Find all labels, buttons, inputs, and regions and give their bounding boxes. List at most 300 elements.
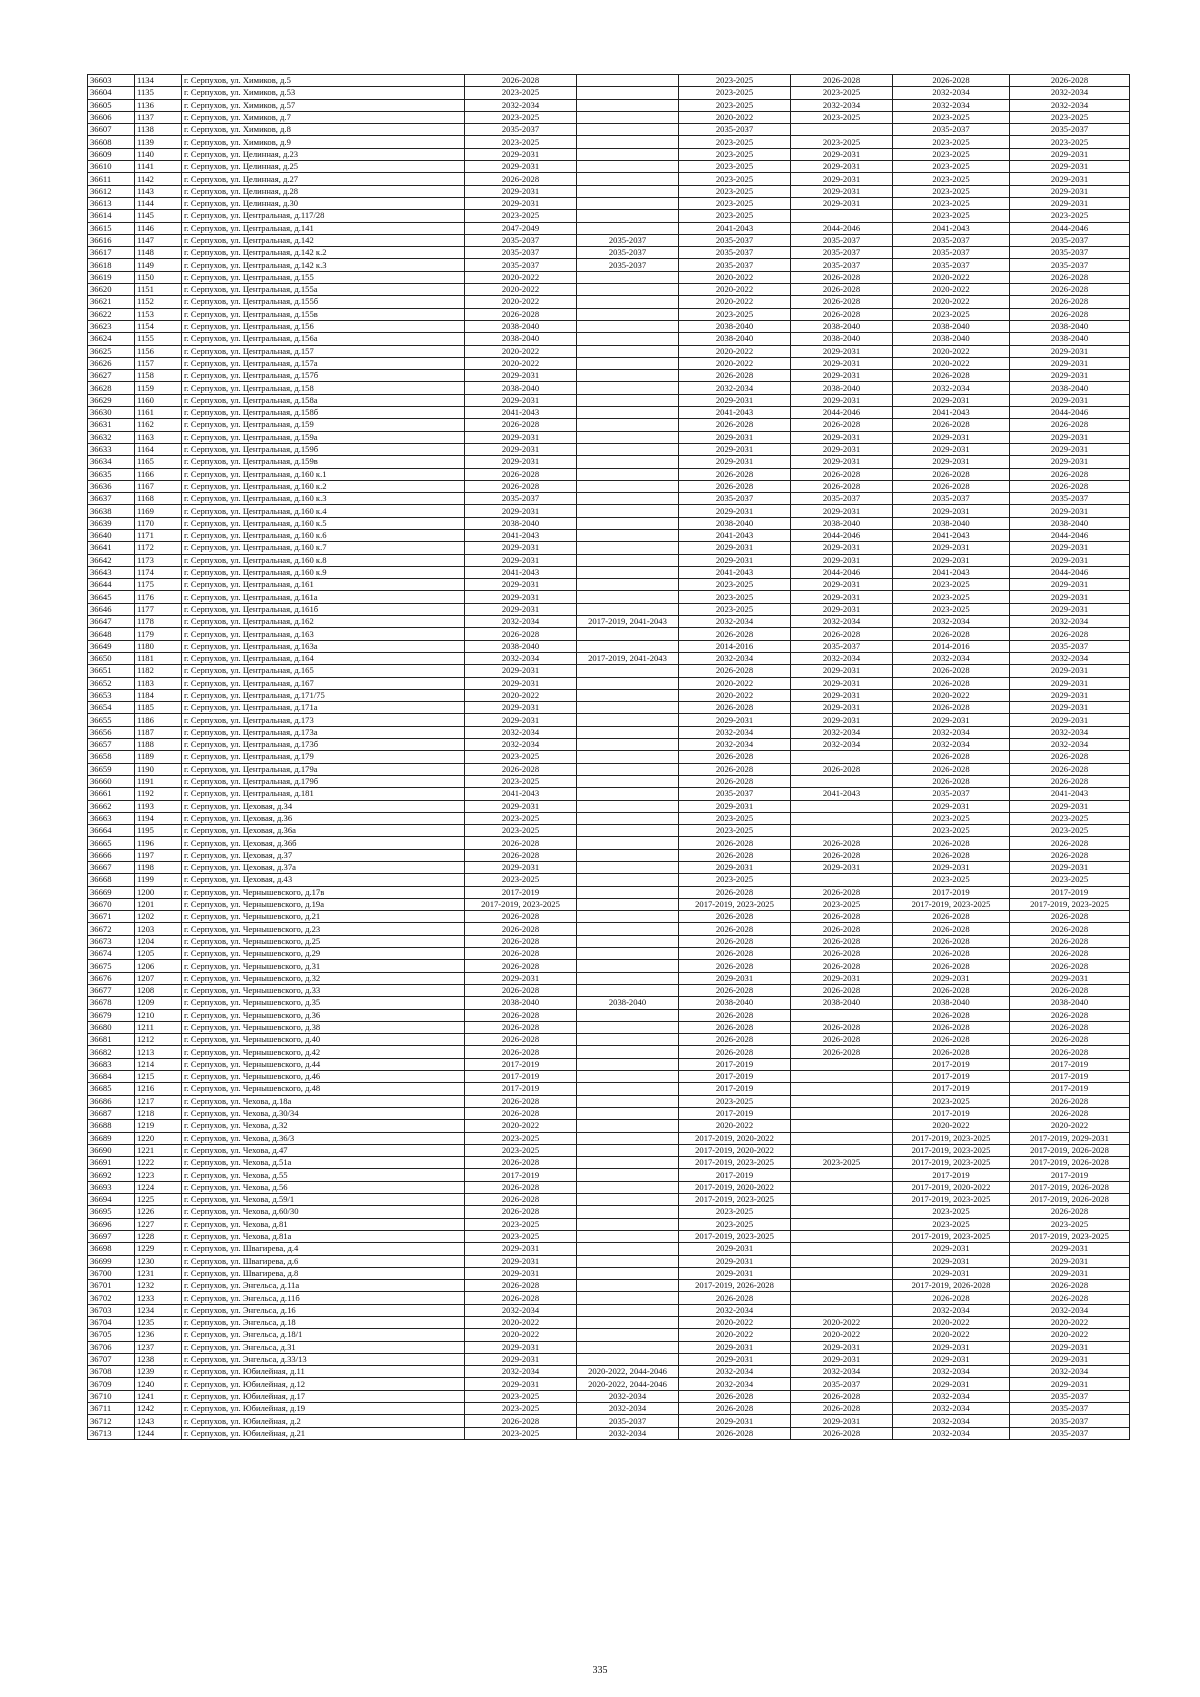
table-cell: 2032-2034 bbox=[679, 1304, 791, 1316]
table-cell: 36671 bbox=[88, 911, 135, 923]
table-cell: 2032-2034 bbox=[893, 99, 1010, 111]
table-cell: г. Серпухов, ул. Центральная, д.158б bbox=[182, 407, 465, 419]
table-cell: 2017-2019, 2023-2025 bbox=[893, 1157, 1010, 1169]
table-row bbox=[88, 874, 1130, 886]
table-cell: 2026-2028 bbox=[679, 751, 791, 763]
table-row bbox=[88, 1132, 1130, 1144]
table-row bbox=[88, 702, 1130, 714]
table-cell: 36673 bbox=[88, 935, 135, 947]
table-cell: 2029-2031 bbox=[465, 591, 577, 603]
table-cell: 1240 bbox=[135, 1378, 182, 1390]
table-cell: 2017-2019 bbox=[679, 1083, 791, 1095]
table-cell: 2029-2031 bbox=[465, 1341, 577, 1353]
table-cell bbox=[577, 308, 679, 320]
table-cell: 2032-2034 bbox=[1010, 1304, 1130, 1316]
table-cell: 2029-2031 bbox=[465, 431, 577, 443]
table-cell: 2026-2028 bbox=[893, 763, 1010, 775]
table-cell: 2035-2037 bbox=[577, 234, 679, 246]
table-cell: 1181 bbox=[135, 652, 182, 664]
table-cell: 2029-2031 bbox=[791, 862, 893, 874]
table-cell bbox=[577, 357, 679, 369]
table-cell: 2029-2031 bbox=[1010, 173, 1130, 185]
table-cell: 2029-2031 bbox=[893, 800, 1010, 812]
table-cell: 2038-2040 bbox=[1010, 320, 1130, 332]
table-cell: 36672 bbox=[88, 923, 135, 935]
table-cell bbox=[791, 1194, 893, 1206]
table-cell bbox=[577, 603, 679, 615]
table-cell bbox=[577, 370, 679, 382]
table-cell: 2032-2034 bbox=[893, 739, 1010, 751]
table-cell: 2017-2019, 2023-2025 bbox=[679, 1230, 791, 1242]
table-cell: 2029-2031 bbox=[1010, 1378, 1130, 1390]
table-cell: 36615 bbox=[88, 222, 135, 234]
table-cell: г. Серпухов, ул. Химиков, д.5 bbox=[182, 75, 465, 87]
table-cell: 2032-2034 bbox=[893, 1390, 1010, 1402]
table-cell: 2029-2031 bbox=[1010, 554, 1130, 566]
table-cell: 2041-2043 bbox=[679, 566, 791, 578]
table-cell: г. Серпухов, ул. Центральная, д.141 bbox=[182, 222, 465, 234]
table-cell: г. Серпухов, ул. Центральная, д.160 к.8 bbox=[182, 554, 465, 566]
table-row bbox=[88, 1157, 1130, 1169]
table-cell: 2017-2019 bbox=[893, 1083, 1010, 1095]
table-cell: 36683 bbox=[88, 1058, 135, 1070]
table-cell: 2023-2025 bbox=[1010, 1218, 1130, 1230]
table-cell: 1187 bbox=[135, 726, 182, 738]
table-cell: 2041-2043 bbox=[893, 222, 1010, 234]
table-row bbox=[88, 234, 1130, 246]
table-cell: 2035-2037 bbox=[1010, 1403, 1130, 1415]
table-row bbox=[88, 210, 1130, 222]
table-cell bbox=[577, 948, 679, 960]
table-cell: 2017-2019 bbox=[893, 1107, 1010, 1119]
table-cell: 2026-2028 bbox=[679, 935, 791, 947]
table-cell: 1221 bbox=[135, 1144, 182, 1156]
table-cell: 2029-2031 bbox=[465, 542, 577, 554]
table-cell: 2026-2028 bbox=[1010, 419, 1130, 431]
table-cell: 2026-2028 bbox=[893, 984, 1010, 996]
table-cell: 1169 bbox=[135, 505, 182, 517]
table-cell: 2026-2028 bbox=[1010, 911, 1130, 923]
table-row bbox=[88, 825, 1130, 837]
table-cell: 2032-2034 bbox=[893, 1415, 1010, 1427]
table-cell: 36646 bbox=[88, 603, 135, 615]
table-cell: 1137 bbox=[135, 111, 182, 123]
table-cell: 36693 bbox=[88, 1181, 135, 1193]
table-row bbox=[88, 1280, 1130, 1292]
table-cell: 2029-2031 bbox=[465, 456, 577, 468]
table-cell: 1215 bbox=[135, 1071, 182, 1083]
table-cell: 2026-2028 bbox=[465, 1194, 577, 1206]
table-cell: 2029-2031 bbox=[679, 542, 791, 554]
table-cell: 2026-2028 bbox=[893, 837, 1010, 849]
table-row bbox=[88, 394, 1130, 406]
table-cell: 1172 bbox=[135, 542, 182, 554]
table-cell: 2020-2022 bbox=[679, 357, 791, 369]
table-cell: 2017-2019, 2026-2028 bbox=[1010, 1144, 1130, 1156]
table-cell: 2032-2034 bbox=[577, 1403, 679, 1415]
table-cell: 2026-2028 bbox=[679, 1403, 791, 1415]
table-cell: 2029-2031 bbox=[1010, 161, 1130, 173]
table-cell: г. Серпухов, ул. Чехова, д.60/30 bbox=[182, 1206, 465, 1218]
table-cell: 2038-2040 bbox=[893, 320, 1010, 332]
table-cell: г. Серпухов, ул. Чернышевского, д.23 bbox=[182, 923, 465, 935]
table-cell: 1171 bbox=[135, 529, 182, 541]
table-cell: 2023-2025 bbox=[1010, 111, 1130, 123]
table-cell: г. Серпухов, ул. Энгельса, д.11б bbox=[182, 1292, 465, 1304]
table-cell: 1227 bbox=[135, 1218, 182, 1230]
table-cell: г. Серпухов, ул. Центральная, д.159 bbox=[182, 419, 465, 431]
table-cell: 2017-2019 bbox=[679, 1107, 791, 1119]
table-cell: 2023-2025 bbox=[1010, 210, 1130, 222]
table-cell bbox=[577, 1132, 679, 1144]
table-cell: 1189 bbox=[135, 751, 182, 763]
table-cell: 2029-2031 bbox=[1010, 542, 1130, 554]
table-cell: 2032-2034 bbox=[791, 1366, 893, 1378]
table-cell bbox=[577, 480, 679, 492]
table-cell: г. Серпухов, ул. Химиков, д.57 bbox=[182, 99, 465, 111]
table-cell: 2029-2031 bbox=[791, 1341, 893, 1353]
table-cell: 2035-2037 bbox=[1010, 493, 1130, 505]
table-cell: 1232 bbox=[135, 1280, 182, 1292]
table-cell: 2029-2031 bbox=[893, 1267, 1010, 1279]
table-cell: 36618 bbox=[88, 259, 135, 271]
table-cell: 1223 bbox=[135, 1169, 182, 1181]
table-cell: 2029-2031 bbox=[465, 1243, 577, 1255]
table-cell bbox=[791, 1083, 893, 1095]
table-cell: 36681 bbox=[88, 1034, 135, 1046]
table-cell: 1176 bbox=[135, 591, 182, 603]
table-cell bbox=[577, 407, 679, 419]
table-cell: 36617 bbox=[88, 247, 135, 259]
table-cell: 2017-2019 bbox=[1010, 1071, 1130, 1083]
table-cell: г. Серпухов, ул. Юбилейная, д.11 bbox=[182, 1366, 465, 1378]
table-cell: г. Серпухов, ул. Чехова, д.51а bbox=[182, 1157, 465, 1169]
table-cell: 2023-2025 bbox=[791, 87, 893, 99]
table-cell: 36621 bbox=[88, 296, 135, 308]
table-row bbox=[88, 1390, 1130, 1402]
table-cell: 2026-2028 bbox=[1010, 837, 1130, 849]
table-cell bbox=[577, 1292, 679, 1304]
table-row bbox=[88, 665, 1130, 677]
table-row bbox=[88, 431, 1130, 443]
table-cell: 2032-2034 bbox=[791, 726, 893, 738]
table-cell: 1243 bbox=[135, 1415, 182, 1427]
table-cell: 2026-2028 bbox=[1010, 1034, 1130, 1046]
table-cell: г. Серпухов, ул. Цеховая, д.34 bbox=[182, 800, 465, 812]
table-cell: 2047-2049 bbox=[465, 222, 577, 234]
table-cell: г. Серпухов, ул. Цеховая, д.37а bbox=[182, 862, 465, 874]
table-cell: 2017-2019, 2026-2028 bbox=[893, 1280, 1010, 1292]
table-cell bbox=[791, 1230, 893, 1242]
table-cell: 1136 bbox=[135, 99, 182, 111]
table-cell: 1206 bbox=[135, 960, 182, 972]
table-cell: 2020-2022 bbox=[893, 1316, 1010, 1328]
table-cell: 36630 bbox=[88, 407, 135, 419]
table-cell: 36694 bbox=[88, 1194, 135, 1206]
table-cell: 1134 bbox=[135, 75, 182, 87]
table-cell: 2026-2028 bbox=[679, 1009, 791, 1021]
table-cell: г. Серпухов, ул. Чехова, д.55 bbox=[182, 1169, 465, 1181]
table-cell: 2017-2019, 2020-2022 bbox=[679, 1132, 791, 1144]
table-cell: 36612 bbox=[88, 185, 135, 197]
table-cell: 2038-2040 bbox=[791, 320, 893, 332]
table-cell bbox=[791, 1304, 893, 1316]
table-cell: 2038-2040 bbox=[679, 320, 791, 332]
table-cell: 2017-2019, 2023-2025 bbox=[893, 1144, 1010, 1156]
table-cell: 1177 bbox=[135, 603, 182, 615]
table-cell: 2026-2028 bbox=[465, 468, 577, 480]
table-cell: 1140 bbox=[135, 148, 182, 160]
table-cell bbox=[577, 222, 679, 234]
table-cell: 2029-2031 bbox=[465, 603, 577, 615]
table-cell: 2023-2025 bbox=[465, 775, 577, 787]
table-cell: 2032-2034 bbox=[679, 616, 791, 628]
table-cell: 2026-2028 bbox=[679, 849, 791, 861]
table-cell bbox=[577, 714, 679, 726]
table-cell: 2029-2031 bbox=[465, 702, 577, 714]
table-cell: 2032-2034 bbox=[893, 1403, 1010, 1415]
table-cell: 2035-2037 bbox=[791, 1378, 893, 1390]
table-cell: 2029-2031 bbox=[679, 714, 791, 726]
table-cell: г. Серпухов, ул. Энгельса, д.18 bbox=[182, 1316, 465, 1328]
table-cell: 1218 bbox=[135, 1107, 182, 1119]
table-row bbox=[88, 911, 1130, 923]
table-cell: 2026-2028 bbox=[465, 1181, 577, 1193]
table-cell: 1205 bbox=[135, 948, 182, 960]
table-cell: 2032-2034 bbox=[465, 739, 577, 751]
table-cell: 2026-2028 bbox=[679, 984, 791, 996]
table-cell: 2026-2028 bbox=[679, 468, 791, 480]
table-cell: г. Серпухов, ул. Химиков, д.7 bbox=[182, 111, 465, 123]
table-cell bbox=[577, 210, 679, 222]
table-cell: 2026-2028 bbox=[1010, 849, 1130, 861]
table-cell: 2029-2031 bbox=[465, 197, 577, 209]
table-cell: 36707 bbox=[88, 1353, 135, 1365]
table-cell: 2023-2025 bbox=[893, 812, 1010, 824]
table-cell: 2032-2034 bbox=[465, 726, 577, 738]
table-cell bbox=[577, 1157, 679, 1169]
table-cell bbox=[577, 1083, 679, 1095]
table-row bbox=[88, 222, 1130, 234]
table-row bbox=[88, 640, 1130, 652]
table-cell: 36637 bbox=[88, 493, 135, 505]
table-cell: 2035-2037 bbox=[465, 124, 577, 136]
table-cell: 1164 bbox=[135, 443, 182, 455]
table-cell: 2026-2028 bbox=[465, 923, 577, 935]
table-cell: 36656 bbox=[88, 726, 135, 738]
table-cell: 2023-2025 bbox=[465, 210, 577, 222]
table-cell: 2029-2031 bbox=[465, 1353, 577, 1365]
table-cell: 2026-2028 bbox=[791, 1046, 893, 1058]
table-cell: 2029-2031 bbox=[791, 173, 893, 185]
table-cell: 1203 bbox=[135, 923, 182, 935]
table-row bbox=[88, 566, 1130, 578]
table-cell: 2029-2031 bbox=[1010, 1243, 1130, 1255]
table-cell: 2029-2031 bbox=[1010, 591, 1130, 603]
table-cell: 2017-2019, 2020-2022 bbox=[893, 1181, 1010, 1193]
table-cell: 2035-2037 bbox=[679, 788, 791, 800]
table-cell bbox=[577, 468, 679, 480]
table-row bbox=[88, 714, 1130, 726]
table-cell: 1225 bbox=[135, 1194, 182, 1206]
table-cell bbox=[791, 1267, 893, 1279]
table-cell bbox=[577, 1046, 679, 1058]
table-cell: г. Серпухов, ул. Чернышевского, д.17в bbox=[182, 886, 465, 898]
table-cell: г. Серпухов, ул. Центральная, д.155б bbox=[182, 296, 465, 308]
table-cell: 2023-2025 bbox=[893, 197, 1010, 209]
table-cell: 2029-2031 bbox=[791, 505, 893, 517]
table-cell: г. Серпухов, ул. Швагирева, д.4 bbox=[182, 1243, 465, 1255]
table-cell: 2026-2028 bbox=[1010, 960, 1130, 972]
table-cell bbox=[577, 1021, 679, 1033]
table-cell bbox=[791, 1120, 893, 1132]
table-row bbox=[88, 161, 1130, 173]
table-cell: 2029-2031 bbox=[1010, 1255, 1130, 1267]
table-cell bbox=[577, 1218, 679, 1230]
table-cell: 2029-2031 bbox=[679, 505, 791, 517]
table-cell: 2026-2028 bbox=[465, 1034, 577, 1046]
table-cell: 2029-2031 bbox=[679, 1243, 791, 1255]
table-row bbox=[88, 923, 1130, 935]
table-cell: 36695 bbox=[88, 1206, 135, 1218]
table-cell: 1237 bbox=[135, 1341, 182, 1353]
table-cell: 2020-2022 bbox=[465, 689, 577, 701]
table-row bbox=[88, 517, 1130, 529]
table-cell: 1216 bbox=[135, 1083, 182, 1095]
page-number: 335 bbox=[592, 1665, 608, 1676]
table-cell: 2026-2028 bbox=[679, 1390, 791, 1402]
table-cell: 2017-2019, 2023-2025 bbox=[679, 1157, 791, 1169]
table-cell: 2038-2040 bbox=[465, 333, 577, 345]
table-cell: 2026-2028 bbox=[791, 284, 893, 296]
table-cell: 36686 bbox=[88, 1095, 135, 1107]
table-row bbox=[88, 456, 1130, 468]
table-cell: 36689 bbox=[88, 1132, 135, 1144]
table-cell: 2026-2028 bbox=[1010, 923, 1130, 935]
table-cell bbox=[791, 1255, 893, 1267]
table-cell: 2023-2025 bbox=[679, 99, 791, 111]
table-cell: 1220 bbox=[135, 1132, 182, 1144]
table-cell: 2038-2040 bbox=[791, 517, 893, 529]
table-cell: г. Серпухов, ул. Центральная, д.173а bbox=[182, 726, 465, 738]
table-cell: 2023-2025 bbox=[679, 812, 791, 824]
table-cell: 2026-2028 bbox=[893, 370, 1010, 382]
table-cell bbox=[577, 431, 679, 443]
table-cell: 1204 bbox=[135, 935, 182, 947]
table-cell: 2023-2025 bbox=[791, 111, 893, 123]
table-cell bbox=[577, 812, 679, 824]
table-cell: 2029-2031 bbox=[679, 554, 791, 566]
table-cell: 2026-2028 bbox=[679, 886, 791, 898]
table-cell: 2017-2019, 2026-2028 bbox=[1010, 1157, 1130, 1169]
table-cell: 2041-2043 bbox=[679, 407, 791, 419]
table-cell: 36610 bbox=[88, 161, 135, 173]
table-cell bbox=[577, 862, 679, 874]
table-cell: 2017-2019, 2041-2043 bbox=[577, 616, 679, 628]
table-cell: 2017-2019, 2023-2025 bbox=[1010, 1230, 1130, 1242]
table-cell: г. Серпухов, ул. Центральная, д.171/75 bbox=[182, 689, 465, 701]
table-row bbox=[88, 468, 1130, 480]
table-cell: 2032-2034 bbox=[577, 1390, 679, 1402]
table-cell: г. Серпухов, ул. Чернышевского, д.35 bbox=[182, 997, 465, 1009]
table-cell: 2020-2022 bbox=[465, 345, 577, 357]
table-cell: 1230 bbox=[135, 1255, 182, 1267]
table-cell: г. Серпухов, ул. Центральная, д.160 к.7 bbox=[182, 542, 465, 554]
table-cell: 1157 bbox=[135, 357, 182, 369]
table-cell: г. Серпухов, ул. Целинная, д.30 bbox=[182, 197, 465, 209]
table-cell bbox=[577, 1034, 679, 1046]
table-cell bbox=[577, 320, 679, 332]
table-row bbox=[88, 185, 1130, 197]
table-cell: 2029-2031 bbox=[465, 677, 577, 689]
table-cell: г. Серпухов, ул. Юбилейная, д.2 bbox=[182, 1415, 465, 1427]
table-cell: г. Серпухов, ул. Чернышевского, д.48 bbox=[182, 1083, 465, 1095]
table-cell: 2032-2034 bbox=[577, 1427, 679, 1439]
table-cell: 2017-2019 bbox=[679, 1058, 791, 1070]
table-cell bbox=[577, 1353, 679, 1365]
table-cell: 36692 bbox=[88, 1169, 135, 1181]
table-cell: 36640 bbox=[88, 529, 135, 541]
table-cell: 2032-2034 bbox=[791, 739, 893, 751]
table-cell: 2017-2019 bbox=[465, 1083, 577, 1095]
table-cell: г. Серпухов, ул. Чернышевского, д.33 bbox=[182, 984, 465, 996]
table-cell: 1160 bbox=[135, 394, 182, 406]
table-cell: 2029-2031 bbox=[791, 554, 893, 566]
table-cell: г. Серпухов, ул. Центральная, д.179б bbox=[182, 775, 465, 787]
table-cell: 2026-2028 bbox=[893, 665, 1010, 677]
table-row bbox=[88, 345, 1130, 357]
table-cell: 1150 bbox=[135, 271, 182, 283]
table-cell: 2029-2031 bbox=[465, 370, 577, 382]
table-cell: 1212 bbox=[135, 1034, 182, 1046]
table-cell: 36605 bbox=[88, 99, 135, 111]
table-cell bbox=[577, 665, 679, 677]
table-row bbox=[88, 136, 1130, 148]
table-cell: 36696 bbox=[88, 1218, 135, 1230]
table-row bbox=[88, 1095, 1130, 1107]
table-cell: 2023-2025 bbox=[465, 1403, 577, 1415]
table-cell: 2020-2022 bbox=[679, 1329, 791, 1341]
table-cell: 1217 bbox=[135, 1095, 182, 1107]
table-cell: 2026-2028 bbox=[893, 677, 1010, 689]
table-cell: 2029-2031 bbox=[791, 972, 893, 984]
table-cell: г. Серпухов, ул. Центральная, д.159а bbox=[182, 431, 465, 443]
table-row bbox=[88, 370, 1130, 382]
table-cell: 2032-2034 bbox=[679, 382, 791, 394]
table-cell: г. Серпухов, ул. Швагирева, д.8 bbox=[182, 1267, 465, 1279]
table-cell: г. Серпухов, ул. Химиков, д.8 bbox=[182, 124, 465, 136]
table-cell: 2035-2037 bbox=[465, 493, 577, 505]
table-cell: 2026-2028 bbox=[1010, 775, 1130, 787]
table-cell: г. Серпухов, ул. Цеховая, д.36а bbox=[182, 825, 465, 837]
table-cell: 2026-2028 bbox=[791, 763, 893, 775]
table-cell: 2026-2028 bbox=[893, 849, 1010, 861]
table-cell bbox=[577, 775, 679, 787]
table-row bbox=[88, 247, 1130, 259]
table-cell: 2026-2028 bbox=[791, 75, 893, 87]
table-cell: 2029-2031 bbox=[679, 1267, 791, 1279]
table-cell: 2017-2019 bbox=[1010, 1083, 1130, 1095]
table-cell: 36712 bbox=[88, 1415, 135, 1427]
table-row bbox=[88, 739, 1130, 751]
table-cell: 36620 bbox=[88, 284, 135, 296]
table-cell: 2032-2034 bbox=[893, 726, 1010, 738]
table-cell: 2026-2028 bbox=[679, 1046, 791, 1058]
table-cell: 2020-2022 bbox=[679, 284, 791, 296]
table-cell: 2017-2019, 2023-2025 bbox=[679, 1194, 791, 1206]
table-cell: 2026-2028 bbox=[791, 1403, 893, 1415]
table-cell: 2032-2034 bbox=[465, 99, 577, 111]
